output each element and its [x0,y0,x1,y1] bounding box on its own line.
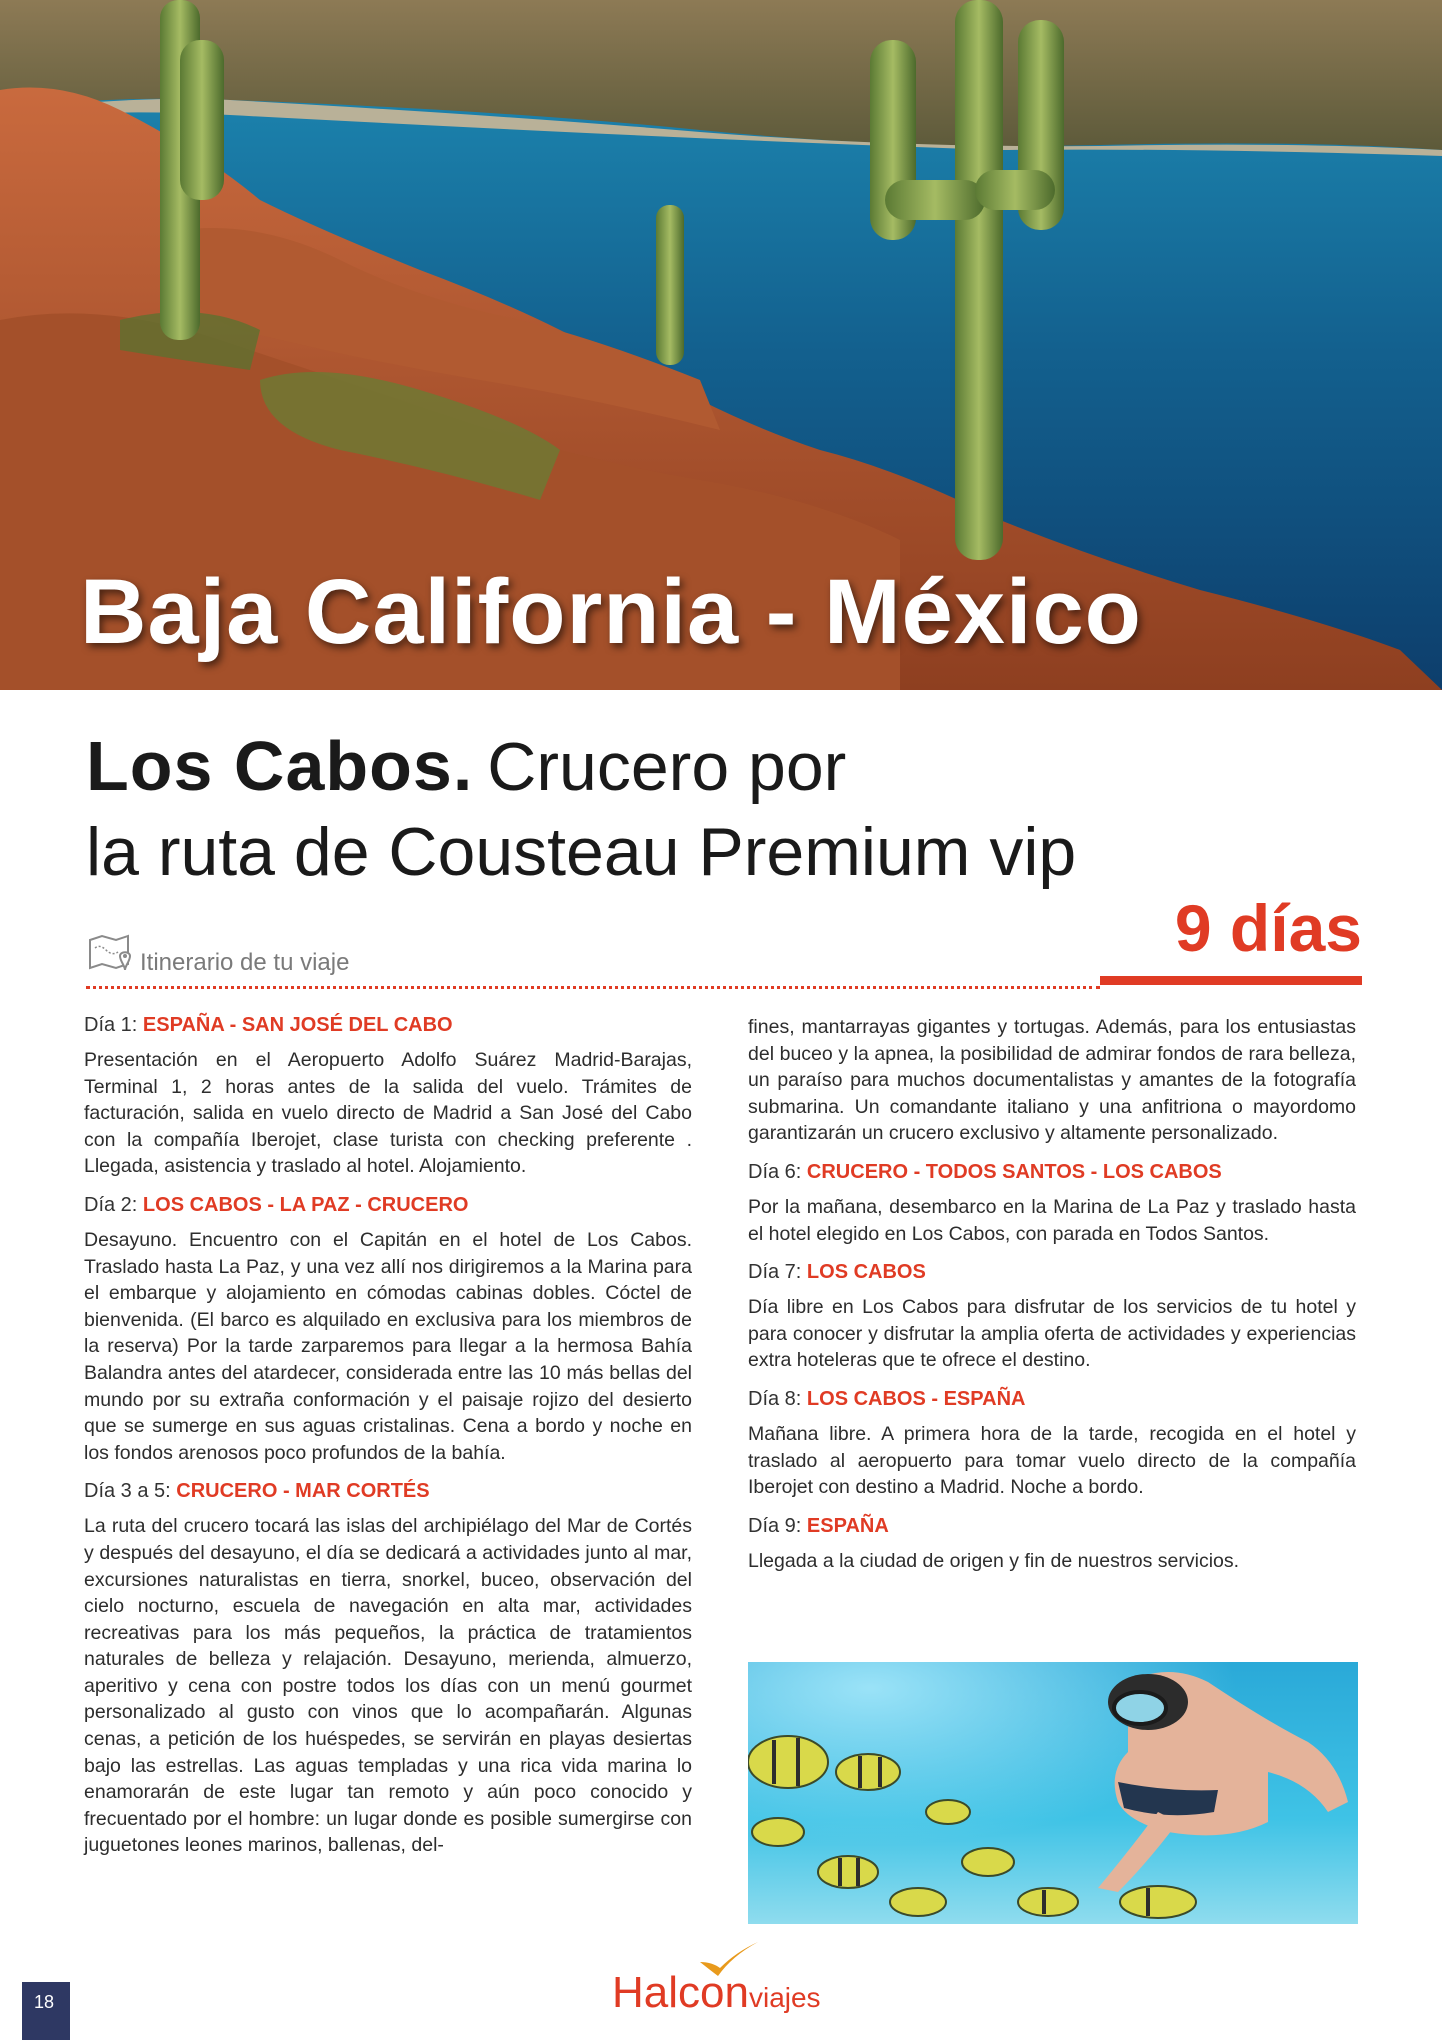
heading-destination: Los Cabos. [86,727,474,805]
heading-line-2: la ruta de Cousteau Premium vip [86,814,1077,890]
day-place: LOS CABOS - ESPAÑA [806,1387,1026,1410]
section-divider [86,986,1100,989]
day-1-title [84,1014,692,1037]
day-9-text: Llegada a la ciudad de origen y fin de nuestros servicios. [748,1549,1240,1572]
day-place: CRUCERO - TODOS SANTOS - LOS CABOS [806,1160,1222,1183]
day-place: LOS CABOS - LA PAZ - CRUCERO [142,1193,469,1216]
day-6-title [748,1161,1356,1184]
day-8-text: Mañana libre. A primera hora de la tarde, recogida en el hotel y traslado al aeropuerto para tomar vuelo directo de la compañía Iberojet con destino a Madrid. Noche a bordo. [748,1422,1356,1499]
itinerary-column-left [84,1014,692,1859]
day-label: Día 1: [84,1014,138,1036]
map-pin-icon [86,930,134,983]
snorkel-photo [748,1662,1358,1924]
day-9-title [748,1515,1356,1538]
day-8-title [748,1388,1356,1411]
logo-text [612,1968,821,2018]
itinerary-column-right [748,1014,1356,1574]
itinerary-header [86,930,349,983]
day-label: Día 9: [748,1514,802,1537]
day-label: Día 7: [748,1261,802,1284]
hero-banner [0,0,1442,690]
logo-main: Halcon [612,1968,749,2017]
day-2-title [84,1194,692,1217]
heading-subtitle: Crucero por [487,729,847,805]
trip-heading [86,726,1386,894]
duration-underline [1100,976,1362,985]
day-3-5-text-continued: fines, mantarrayas gigantes y tortugas. Además, para los entusiastas del buceo y la apnea, la posibilidad de admirar fondos de rara belleza, un paraíso para muchos documentalistas y amantes de la fotografía submarina. Un comandante italiano y una anfitriona o mayordomo garantizarán un crucero exclusivo y altamente personalizado. [748,1016,1356,1145]
day-6-text: Por la mañana, desembarco en la Marina de La Paz y traslado hasta el hotel elegido en Los Cabos, con parada en Todos Santos. [748,1195,1356,1245]
itinerary-label: Itinerario de tu viaje [140,948,350,976]
day-label: Día 6: [748,1160,802,1183]
halcon-viajes-logo[interactable] [612,1940,832,2020]
day-3-5-text: La ruta del crucero tocará las islas del archipiélago del Mar de Cortés y después del desayuno, el día se dedicará a actividades junto al mar, excursiones naturalistas en tierra, snorkel, buceo, observación del cielo nocturno, escuela de navegación en alta mar, actividades recreativas para los más pequeños, la práctica de tratamientos naturales de belleza y relajación. Desayuno, merienda, almuerzo, aperitivo y cena con postre todos los días con un menú gourmet personalizado al gusto con vinos que lo acompañarán. Algunas cenas, a petición de los huéspedes, se servirán en playas desiertas bajo las estrellas. Las aguas templadas y una rica vida marina lo enamorarán de este lugar tan remoto y aún poco conocido y frecuentado por el hombre: un lugar donde es posible sumergirse con juguetones leones marinos, ballenas, del- [84,1515,692,1857]
day-label: Día 2: [84,1193,138,1216]
day-7-title [748,1261,1356,1284]
day-label: Día 3 a 5: [84,1480,171,1503]
day-2-text: Desayuno. Encuentro con el Capitán en el hotel de Los Cabos. Traslado hasta La Paz, y una vez allí nos dirigiremos a la Marina para el embarque y alojamiento en cómodas cabinas dobles. Cóctel de bienvenida. (El barco es alquilado en exclusiva para los miembros de la reserva) Por la tarde zarparemos para llegar a la hermosa Bahía Balandra antes del atardecer, considerada entre las 10 más bellas del mundo por su extraña conformación y el paisaje rojizo del desierto que se sumerge en sus aguas cristalinas. Cena a bordo y noche en los fondos arenosos poco profundos de la bahía. [84,1228,692,1464]
page-number: 18 [22,1982,70,2040]
day-7-text: Día libre en Los Cabos para disfrutar de los servicios de tu hotel y para conocer y disfrutar la amplia oferta de actividades y experiencias extra hoteleras que te ofrece el destino. [748,1296,1356,1372]
day-1-text: Presentación en el Aeropuerto Adolfo Suárez Madrid-Barajas, Terminal 1, 2 horas antes de la salida del vuelo. Trámites de facturación, salida en vuelo directo de Madrid a San José del Cabo con la compañía Iberojet, clase turista con checking preferente . Llegada, asistencia y traslado al hotel. Alojamiento. [84,1049,692,1178]
day-place: ESPAÑA - SAN JOSÉ DEL CABO [142,1014,453,1036]
day-3-5-title [84,1480,692,1503]
day-place: LOS CABOS [806,1261,926,1284]
day-place: ESPAÑA [806,1514,889,1537]
day-place: CRUCERO - MAR CORTÉS [176,1480,430,1503]
day-label: Día 8: [748,1387,802,1410]
logo-sub: viajes [748,1982,821,2013]
trip-duration: 9 días [1174,891,1362,965]
heading-line-1 [86,726,1386,810]
hero-title: Baja California - México [80,561,1142,663]
